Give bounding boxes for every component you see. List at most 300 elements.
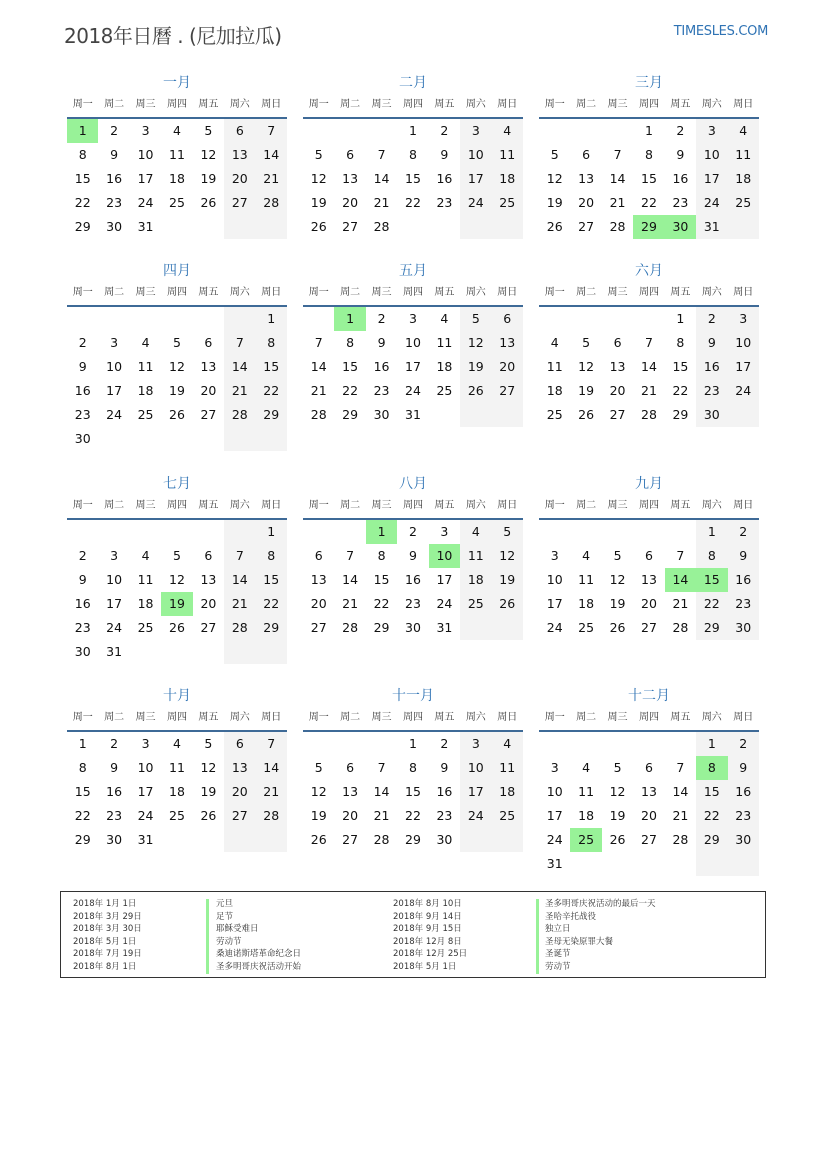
day-cell: 18 (137, 383, 154, 398)
day-cell: 11 (546, 359, 563, 374)
day-cell: 18 (460, 568, 491, 592)
day-cell: 16 (728, 568, 759, 592)
day-cell: 29 (256, 403, 287, 427)
month-block (303, 261, 523, 427)
empty-cell (256, 828, 287, 852)
day-cell: 4 (440, 311, 449, 326)
day-cell: 26 (460, 379, 491, 403)
day-cell: 19 (310, 195, 327, 210)
weekday-header (539, 706, 759, 732)
legend-date: 2018年 5月 1日 (393, 961, 457, 972)
empty-cell (665, 852, 696, 876)
day-cell: 3 (110, 548, 119, 563)
day-cell: 1 (409, 123, 417, 138)
day-cell: 17 (728, 355, 759, 379)
day-cell: 20 (641, 596, 657, 611)
day-cell: 1 (409, 736, 417, 751)
empty-cell (570, 119, 601, 143)
empty-cell (665, 520, 696, 544)
day-cell: 28 (342, 620, 359, 635)
day-cell: 5 (582, 335, 591, 350)
day-cell: 27 (342, 832, 359, 847)
day-cell: 3 (728, 307, 759, 331)
empty-cell (429, 403, 460, 427)
month-block (67, 73, 287, 239)
day-cell: 16 (436, 784, 453, 799)
day-cell: 11 (492, 756, 523, 780)
legend-holiday-name: 劳动节 (545, 961, 571, 972)
empty-cell (303, 307, 334, 331)
day-cell: 3 (141, 123, 150, 138)
day-cell: 22 (342, 383, 359, 398)
day-cell: 7 (256, 119, 287, 143)
day-cell: 25 (546, 407, 563, 422)
day-cell: 8 (78, 760, 87, 775)
day-cell: 4 (582, 548, 591, 563)
day-cell: 8 (256, 331, 287, 355)
legend-date: 2018年 7月 19日 (73, 949, 142, 959)
day-cell: 10 (546, 572, 563, 587)
day-cell: 2 (409, 524, 417, 539)
weekday-label: 周二 (104, 500, 125, 511)
day-cell: 30 (106, 219, 123, 234)
legend-holiday-name: 圣多明哥庆祝活动的最后一天 (545, 899, 656, 909)
day-cell: 18 (169, 784, 185, 799)
day-cell: 4 (141, 548, 150, 563)
day-cell: 24 (436, 596, 453, 611)
day-cell: 14 (373, 171, 390, 186)
day-cell: 7 (377, 147, 386, 162)
day-grid (539, 732, 759, 876)
day-cell: 17 (106, 383, 123, 398)
weekday-label: 周一 (72, 287, 93, 298)
legend-holiday-name: 元旦 (216, 899, 234, 909)
month-block (303, 73, 523, 239)
weekday-label: 周三 (607, 712, 628, 723)
day-cell: 26 (200, 195, 217, 210)
day-cell: 20 (342, 808, 359, 823)
empty-cell (130, 520, 161, 544)
empty-cell (256, 640, 287, 664)
day-cell: 7 (377, 760, 386, 775)
day-cell: 25 (169, 195, 185, 210)
weekday-label: 周六 (465, 712, 486, 723)
day-cell: 12 (546, 171, 563, 186)
day-cell: 13 (200, 359, 217, 374)
weekday-header (303, 706, 523, 732)
weekday-label: 周四 (638, 99, 659, 110)
day-cell: 22 (256, 379, 287, 403)
day-cell: 3 (440, 524, 449, 539)
day-cell: 4 (173, 123, 181, 138)
weekday-label: 周日 (261, 500, 282, 511)
day-cell: 6 (224, 119, 255, 143)
day-cell: 6 (314, 548, 323, 563)
day-cell: 11 (578, 572, 595, 587)
day-cell: 18 (492, 167, 523, 191)
day-cell: 19 (609, 596, 626, 611)
day-cell: 28 (672, 620, 689, 635)
empty-cell (161, 427, 192, 451)
day-cell: 6 (645, 548, 653, 563)
day-cell: 10 (405, 335, 421, 350)
empty-cell (492, 215, 523, 239)
weekday-label: 周四 (166, 712, 187, 723)
day-cell: 17 (137, 171, 154, 186)
holiday-day-cell: 8 (696, 756, 727, 780)
day-cell: 19 (492, 568, 523, 592)
day-cell: 21 (342, 596, 359, 611)
day-cell: 4 (582, 760, 591, 775)
day-cell: 16 (74, 383, 91, 398)
legend-names-left (216, 898, 301, 973)
month-name: 十月 (163, 688, 191, 704)
day-cell: 20 (310, 596, 327, 611)
weekday-header (67, 281, 287, 307)
day-cell: 8 (676, 335, 685, 350)
weekday-label: 周六 (701, 287, 722, 298)
day-cell: 27 (641, 620, 657, 635)
day-cell: 26 (169, 407, 185, 422)
weekday-label: 周日 (261, 712, 282, 723)
day-cell: 21 (373, 808, 390, 823)
legend-date: 2018年 5月 1日 (73, 936, 137, 947)
day-cell: 20 (492, 355, 523, 379)
weekday-label: 周一 (308, 287, 329, 298)
day-cell: 6 (492, 307, 523, 331)
day-cell: 14 (224, 355, 255, 379)
day-cell: 27 (342, 219, 359, 234)
month-name: 十一月 (392, 688, 434, 704)
day-cell: 18 (492, 780, 523, 804)
weekday-label: 周二 (104, 287, 125, 298)
empty-cell (539, 307, 570, 331)
day-grid (539, 307, 759, 427)
day-cell: 20 (342, 195, 359, 210)
weekday-label: 周五 (198, 712, 219, 723)
weekday-label: 周三 (135, 287, 156, 298)
day-cell: 24 (546, 832, 563, 847)
weekday-header (303, 93, 523, 119)
empty-cell (602, 520, 633, 544)
weekday-label: 周日 (497, 500, 518, 511)
day-cell: 12 (578, 359, 595, 374)
day-cell: 9 (676, 147, 685, 162)
legend-date: 2018年 12月 8日 (393, 936, 462, 947)
day-cell: 14 (373, 784, 390, 799)
day-cell: 15 (342, 359, 359, 374)
weekday-label: 周五 (434, 99, 455, 110)
day-cell: 3 (550, 548, 559, 563)
empty-cell (492, 616, 523, 640)
holiday-day-cell: 25 (570, 828, 601, 852)
day-cell: 1 (696, 520, 727, 544)
day-cell: 2 (110, 736, 119, 751)
day-cell: 19 (460, 355, 491, 379)
day-cell: 13 (492, 331, 523, 355)
day-cell: 2 (110, 123, 119, 138)
day-cell: 12 (609, 572, 626, 587)
day-cell: 29 (256, 616, 287, 640)
weekday-label: 周四 (166, 500, 187, 511)
day-cell: 16 (728, 780, 759, 804)
day-cell: 11 (492, 143, 523, 167)
weekday-label: 周四 (638, 500, 659, 511)
holiday-day-cell: 1 (67, 119, 98, 143)
day-cell: 21 (256, 780, 287, 804)
empty-cell (460, 828, 491, 852)
day-cell: 23 (106, 195, 123, 210)
day-cell: 2 (78, 335, 87, 350)
empty-cell (602, 732, 633, 756)
day-cell: 14 (256, 143, 287, 167)
day-cell: 2 (728, 520, 759, 544)
weekday-label: 周六 (229, 500, 250, 511)
empty-cell (570, 307, 601, 331)
weekday-label: 周日 (733, 712, 754, 723)
day-cell: 7 (676, 548, 685, 563)
empty-cell (98, 307, 129, 331)
day-grid (303, 119, 523, 239)
empty-cell (224, 640, 255, 664)
day-cell: 5 (173, 335, 181, 350)
day-cell: 22 (405, 808, 421, 823)
day-cell: 20 (200, 383, 217, 398)
day-cell: 23 (405, 596, 421, 611)
empty-cell (67, 307, 98, 331)
day-cell: 23 (672, 195, 689, 210)
day-cell: 7 (256, 732, 287, 756)
day-cell: 22 (696, 592, 727, 616)
day-cell: 2 (696, 307, 727, 331)
day-cell: 11 (728, 143, 759, 167)
empty-cell (728, 852, 759, 876)
day-cell: 23 (436, 808, 453, 823)
day-cell: 5 (613, 548, 622, 563)
day-cell: 1 (645, 123, 653, 138)
day-cell: 26 (492, 592, 523, 616)
day-cell: 6 (204, 335, 213, 350)
empty-cell (460, 616, 491, 640)
day-cell: 7 (346, 548, 355, 563)
empty-cell (366, 119, 397, 143)
empty-cell (602, 852, 633, 876)
day-cell: 10 (460, 143, 491, 167)
empty-cell (429, 215, 460, 239)
legend-holiday-name: 足节 (216, 911, 234, 922)
legend-holiday-name: 劳动节 (216, 936, 242, 947)
day-cell: 25 (137, 620, 154, 635)
day-cell: 25 (492, 804, 523, 828)
weekday-label: 周四 (402, 99, 423, 110)
day-cell: 20 (224, 167, 255, 191)
day-cell: 19 (310, 808, 327, 823)
holiday-day-cell: 15 (696, 568, 727, 592)
holiday-day-cell: 10 (429, 544, 460, 568)
legend-holiday-name: 圣诞节 (545, 949, 571, 959)
day-cell: 4 (492, 732, 523, 756)
holiday-day-cell: 19 (161, 592, 192, 616)
weekday-label: 周一 (308, 99, 329, 110)
empty-cell (67, 520, 98, 544)
day-cell: 16 (74, 596, 91, 611)
legend-date: 2018年 8月 10日 (393, 899, 462, 909)
day-cell: 20 (578, 195, 595, 210)
day-cell: 30 (405, 620, 421, 635)
legend-date: 2018年 8月 1日 (73, 961, 137, 972)
legend-date: 2018年 3月 30日 (73, 924, 142, 934)
weekday-header (303, 281, 523, 307)
day-cell: 20 (224, 780, 255, 804)
day-cell: 5 (314, 760, 323, 775)
day-cell: 4 (550, 335, 559, 350)
day-cell: 2 (440, 123, 449, 138)
day-cell: 24 (106, 407, 123, 422)
day-cell: 4 (728, 119, 759, 143)
day-cell: 3 (460, 119, 491, 143)
weekday-label: 周日 (733, 287, 754, 298)
weekday-label: 周三 (135, 500, 156, 511)
weekday-label: 周三 (371, 287, 392, 298)
day-cell: 22 (256, 592, 287, 616)
day-cell: 10 (137, 147, 154, 162)
day-cell: 25 (728, 191, 759, 215)
day-cell: 9 (78, 572, 87, 587)
weekday-label: 周六 (229, 99, 250, 110)
weekday-label: 周五 (670, 287, 691, 298)
legend-holiday-name: 圣母无染原罪大餐 (545, 936, 614, 947)
empty-cell (224, 520, 255, 544)
day-cell: 8 (645, 147, 653, 162)
month-block (539, 261, 759, 427)
day-cell: 23 (74, 620, 91, 635)
day-cell: 12 (200, 760, 217, 775)
day-cell: 21 (609, 195, 626, 210)
day-cell: 29 (74, 219, 91, 234)
empty-cell (570, 732, 601, 756)
day-cell: 3 (110, 335, 119, 350)
day-cell: 1 (676, 311, 685, 326)
day-cell: 6 (613, 335, 622, 350)
day-cell: 10 (696, 143, 727, 167)
day-cell: 23 (728, 592, 759, 616)
day-cell: 27 (641, 832, 657, 847)
legend-date: 2018年 9月 14日 (393, 911, 462, 922)
empty-cell (303, 520, 334, 544)
empty-cell (633, 852, 664, 876)
day-cell: 2 (440, 736, 449, 751)
day-cell: 21 (641, 383, 657, 398)
day-cell: 13 (342, 171, 359, 186)
empty-cell (633, 732, 664, 756)
day-cell: 31 (106, 644, 123, 659)
empty-cell (334, 732, 365, 756)
legend-date: 2018年 1月 1日 (73, 899, 137, 909)
empty-cell (633, 520, 664, 544)
legend-date: 2018年 3月 29日 (73, 911, 142, 922)
day-cell: 4 (492, 119, 523, 143)
weekday-label: 周三 (371, 500, 392, 511)
day-cell: 27 (200, 620, 217, 635)
day-cell: 28 (373, 219, 390, 234)
empty-cell (193, 215, 224, 239)
month-block (539, 73, 759, 239)
day-cell: 25 (460, 592, 491, 616)
weekday-label: 周一 (308, 500, 329, 511)
day-cell: 17 (546, 596, 563, 611)
weekday-header (539, 281, 759, 307)
day-cell: 27 (200, 407, 217, 422)
day-cell: 29 (405, 832, 421, 847)
day-cell: 22 (373, 596, 390, 611)
day-cell: 24 (728, 379, 759, 403)
day-cell: 9 (110, 760, 119, 775)
day-cell: 24 (137, 195, 154, 210)
weekday-label: 周六 (701, 712, 722, 723)
day-cell: 1 (256, 307, 287, 331)
day-cell: 24 (546, 620, 563, 635)
day-cell: 28 (672, 832, 689, 847)
day-cell: 14 (672, 784, 689, 799)
day-cell: 6 (346, 760, 355, 775)
day-grid (67, 520, 287, 664)
day-cell: 29 (74, 832, 91, 847)
day-cell: 21 (224, 379, 255, 403)
day-cell: 26 (310, 832, 327, 847)
day-cell: 18 (578, 808, 595, 823)
day-cell: 5 (550, 147, 559, 162)
day-cell: 16 (106, 784, 123, 799)
day-cell: 25 (169, 808, 185, 823)
weekday-label: 周三 (607, 500, 628, 511)
month-name: 八月 (399, 476, 427, 492)
weekday-label: 周四 (166, 99, 187, 110)
day-cell: 31 (137, 832, 154, 847)
day-cell: 30 (74, 644, 91, 659)
legend-dates-right (393, 898, 467, 973)
day-cell: 24 (696, 191, 727, 215)
site-link[interactable]: TIMESLES.COM (673, 24, 768, 39)
day-cell: 21 (256, 167, 287, 191)
day-cell: 31 (696, 215, 727, 239)
legend-date: 2018年 12月 25日 (393, 949, 468, 959)
empty-cell (696, 852, 727, 876)
empty-cell (492, 828, 523, 852)
day-cell: 5 (173, 548, 181, 563)
day-cell: 20 (200, 596, 217, 611)
day-cell: 27 (609, 407, 626, 422)
day-cell: 28 (641, 407, 657, 422)
weekday-label: 周六 (465, 287, 486, 298)
day-cell: 16 (373, 359, 390, 374)
day-cell: 21 (373, 195, 390, 210)
day-cell: 3 (460, 732, 491, 756)
day-cell: 30 (106, 832, 123, 847)
day-cell: 5 (613, 760, 622, 775)
day-cell: 22 (696, 804, 727, 828)
day-cell: 23 (728, 804, 759, 828)
day-cell: 13 (641, 784, 657, 799)
day-cell: 8 (256, 544, 287, 568)
day-grid (67, 119, 287, 239)
day-cell: 17 (137, 784, 154, 799)
day-cell: 27 (310, 620, 327, 635)
day-grid (539, 520, 759, 640)
day-cell: 3 (696, 119, 727, 143)
day-cell: 31 (436, 620, 453, 635)
weekday-label: 周五 (434, 500, 455, 511)
day-cell: 8 (377, 548, 386, 563)
